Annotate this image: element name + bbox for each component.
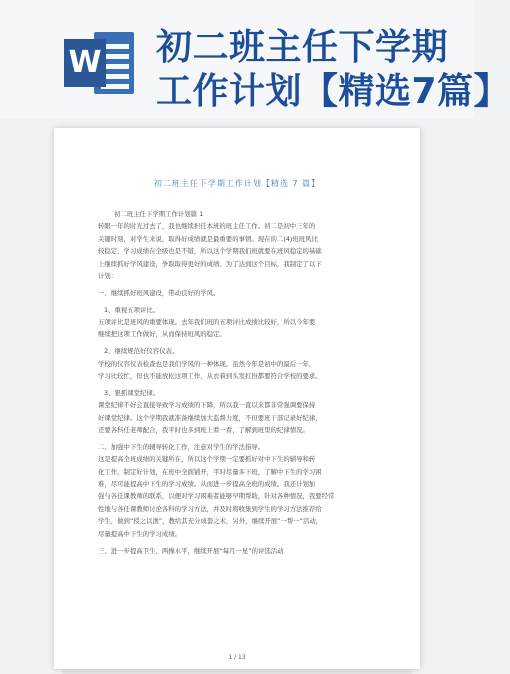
document-line-text: 关键时刻，对学生来说，取得好成绩就是最重要的事情。现在的二(4)班班风比 xyxy=(98,234,318,243)
document-line-text: 学生，做到“授之以渔”，教给其充分成套之术，另外，继续开展“一帮一”活动， xyxy=(98,517,323,526)
document-line-text: 化工作，制定好计划，在班中全面铺开，平时尽量多下班，了解中下生的学习困 xyxy=(98,467,322,476)
document-line-text: 尽量提高中下生的学习成绩。 xyxy=(98,529,182,538)
document-line-text: 学习比较忙，但也不能放松这项工作，从衣着到头发打扮都要符合学校的要求。 xyxy=(98,372,322,381)
banner-title-line1: 初二班主任下学期 xyxy=(156,27,449,68)
document-line-text: 性地与各任课教师讨论各科的学习方法，并及时将收集到学生的学习方法推荐给 xyxy=(98,504,322,513)
document-line-text: 转眼一年的时光过去了，我也继续担任本班的班主任工作。初二是初中三年的 xyxy=(98,222,316,231)
document-line-section: 二、加强中下生的辅导转化工作，注意对学生的学法指导。 xyxy=(98,442,265,451)
page-indicator: 1 / 13 xyxy=(228,654,246,661)
document-line-text: 强与各任课教师的联系，以便对学习困难者能够早期帮助，针对各种情况，我要经常 xyxy=(98,492,335,501)
word-letter: W xyxy=(68,45,102,80)
document-preview xyxy=(54,128,420,669)
document-line-text: 好课堂纪律。这个学期我就准备继续加大监督力度，不但要班干部记录好纪律， xyxy=(98,413,322,422)
document-line-sub: 1、重视五项评比。 xyxy=(104,305,160,314)
document-line-text: 继续把这项工作做好，从而保持班风的稳定。 xyxy=(98,330,226,339)
document-line-text: 计划： xyxy=(98,272,118,281)
document-line-title: 初二班主任下学期工作计划篇 1 xyxy=(114,210,204,218)
banner-title-line2: 工作计划【精选7篇】 xyxy=(156,71,510,112)
banner xyxy=(0,0,510,118)
document-body xyxy=(98,208,378,557)
document-line-text: 较稳定，学习成绩在全级也是不错，所以这个学期我们班就要在班风稳定的基础 xyxy=(98,247,322,256)
document-line-text: 课堂纪律不好会直接导致学习成绩的下降，所以我一直以来都非常强调要保持 xyxy=(98,401,316,410)
document-line-text: 还要各科任老师配合，我平时也多到班上看一看，了解到班里的纪律情况。 xyxy=(98,426,309,435)
document-line-text: 五项评比是班风的重要体现。去年我们班的五项评比成绩比较好，所以今年要 xyxy=(98,318,316,327)
document-line-sub: 2、继续规范好仪容仪表。 xyxy=(104,347,179,356)
document-page xyxy=(54,128,420,669)
microsoft-word-icon xyxy=(64,32,136,94)
document-line-text: 这是提高全班成绩的关键所在，所以这个学期一定要抓好对中下生的辅导和转 xyxy=(98,455,316,464)
document-line-sub: 3、狠抓课堂纪律。 xyxy=(104,388,160,397)
document-line-section: 一、继续抓好班风建设，带动良好的学风。 xyxy=(98,288,220,297)
document-heading: 初二班主任下学期工作计划【精选 7 篇】 xyxy=(153,179,321,188)
document-line-text: 难，尽可能提高中下生的学习成绩。从而进一步提高全班的成绩。我还计划加 xyxy=(98,480,316,489)
document-line-text: 学校的仪容仪表检查也是我们学风的一种体现。虽然今年是初中的最后一年， xyxy=(98,359,316,368)
document-line-section: 三、进一步提高卫生、两操水平，继续开展“每月一星”的评选活动 xyxy=(98,546,284,555)
document-line-text: 上继续抓好学风建设，争取取得更好的成绩。为了达到这个目标，我制定了以下 xyxy=(98,259,322,268)
banner-title xyxy=(156,26,510,114)
